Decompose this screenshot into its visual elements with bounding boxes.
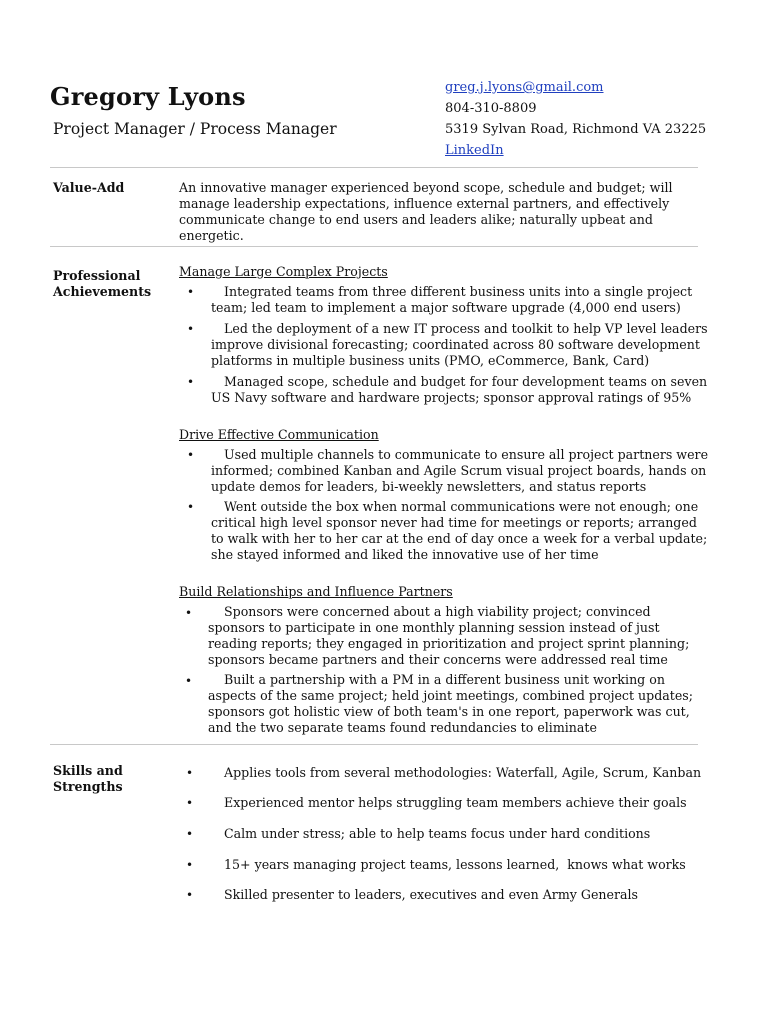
bullet-dot: • (187, 322, 195, 336)
bullet-dot: • (186, 858, 194, 872)
achievement-bullet: Integrated teams from three different business units into a single project team; led team to implement a major software upgrade (4,000 end users) (211, 284, 693, 315)
bullet-dot: • (185, 606, 193, 620)
email-link[interactable]: greg.j.lyons@gmail.com (445, 80, 604, 95)
skills-label-line1: Skills and (53, 763, 123, 778)
achievements-label-line2: Achievements (53, 284, 152, 299)
divider-value-add (50, 246, 698, 247)
bullet-dot: • (186, 766, 194, 780)
bullet-dot: • (186, 827, 194, 841)
divider-top (50, 167, 698, 168)
bullet-dot: • (187, 448, 195, 462)
candidate-name: Gregory Lyons (50, 82, 246, 111)
bullet-dot: • (187, 285, 195, 299)
group-heading-relationships: Build Relationships and Influence Partners (179, 584, 453, 599)
bullet-dot: • (186, 796, 194, 810)
bullet-dot: • (187, 500, 195, 514)
skill-item: Experienced mentor helps struggling team members achieve their goals (224, 795, 687, 810)
divider-achievements (50, 744, 698, 745)
skill-item: 15+ years managing project teams, lessons learned, knows what works (224, 857, 686, 872)
address: 5319 Sylvan Road, Richmond VA 23225 (445, 122, 707, 137)
skill-item: Skilled presenter to leaders, executives and even Army Generals (224, 887, 638, 902)
group-heading-projects: Manage Large Complex Projects (179, 264, 388, 279)
skills-label-line2: Strengths (53, 779, 123, 794)
achievements-label-line1: Professional (53, 268, 141, 283)
achievement-bullet: Led the deployment of a new IT process and toolkit to help VP level leaders improve divisional forecasting; coordinated across 80 software development platforms in multiple business units (PMO, eCommerce, Bank, Card) (211, 321, 708, 368)
achievement-bullet: Went outside the box when normal communications were not enough; one critical high level sponsor never had time for meetings or reports; arranged to walk with her to her car at the end of day once a week for a verbal update; she stayed informed and liked the innovative use of her time (211, 499, 708, 562)
bullet-dot: • (186, 888, 194, 902)
linkedin-link[interactable]: LinkedIn (445, 143, 504, 158)
skill-item: Calm under stress; able to help teams focus under hard conditions (224, 826, 651, 841)
group-heading-communication: Drive Effective Communication (179, 427, 379, 442)
skills-label (53, 763, 123, 795)
achievement-bullet: Used multiple channels to communicate to ensure all project partners were informed; combined Kanban and Agile Scrum visual project boards, hands on update demos for leaders, bi-weekly newsletters, and status reports (211, 447, 709, 494)
achievements-label (53, 268, 151, 300)
value-add-label: Value-Add (53, 180, 125, 195)
contact-block (445, 77, 706, 161)
achievement-bullet: Sponsors were concerned about a high viability project; convinced sponsors to participate in one monthly planning session instead of just reading reports; they engaged in prioritization and project sprint planning; sponsors became partners and their concerns were addressed real time (208, 604, 690, 667)
skill-item: Applies tools from several methodologies: Waterfall, Agile, Scrum, Kanban (224, 765, 702, 780)
value-add-text: An innovative manager experienced beyond scope, schedule and budget; will manage leadership expectations, influence external partners, and effectively communicate change to end users and leaders alike; naturally upbeat and energetic. (179, 180, 673, 243)
achievement-bullet: Managed scope, schedule and budget for four development teams on seven US Navy software and hardware projects; sponsor approval ratings of 95% (211, 374, 708, 405)
bullet-dot: • (185, 674, 193, 688)
candidate-title: Project Manager / Process Manager (53, 120, 337, 138)
bullet-dot: • (187, 375, 195, 389)
achievement-bullet: Built a partnership with a PM in a different business unit working on aspects of the same project; held joint meetings, combined project updates; sponsors got holistic view of both team's in one report, paperwork was cut, and the two separate teams found redundancies to eliminate (208, 672, 694, 735)
phone-number: 804-310-8809 (445, 101, 537, 116)
